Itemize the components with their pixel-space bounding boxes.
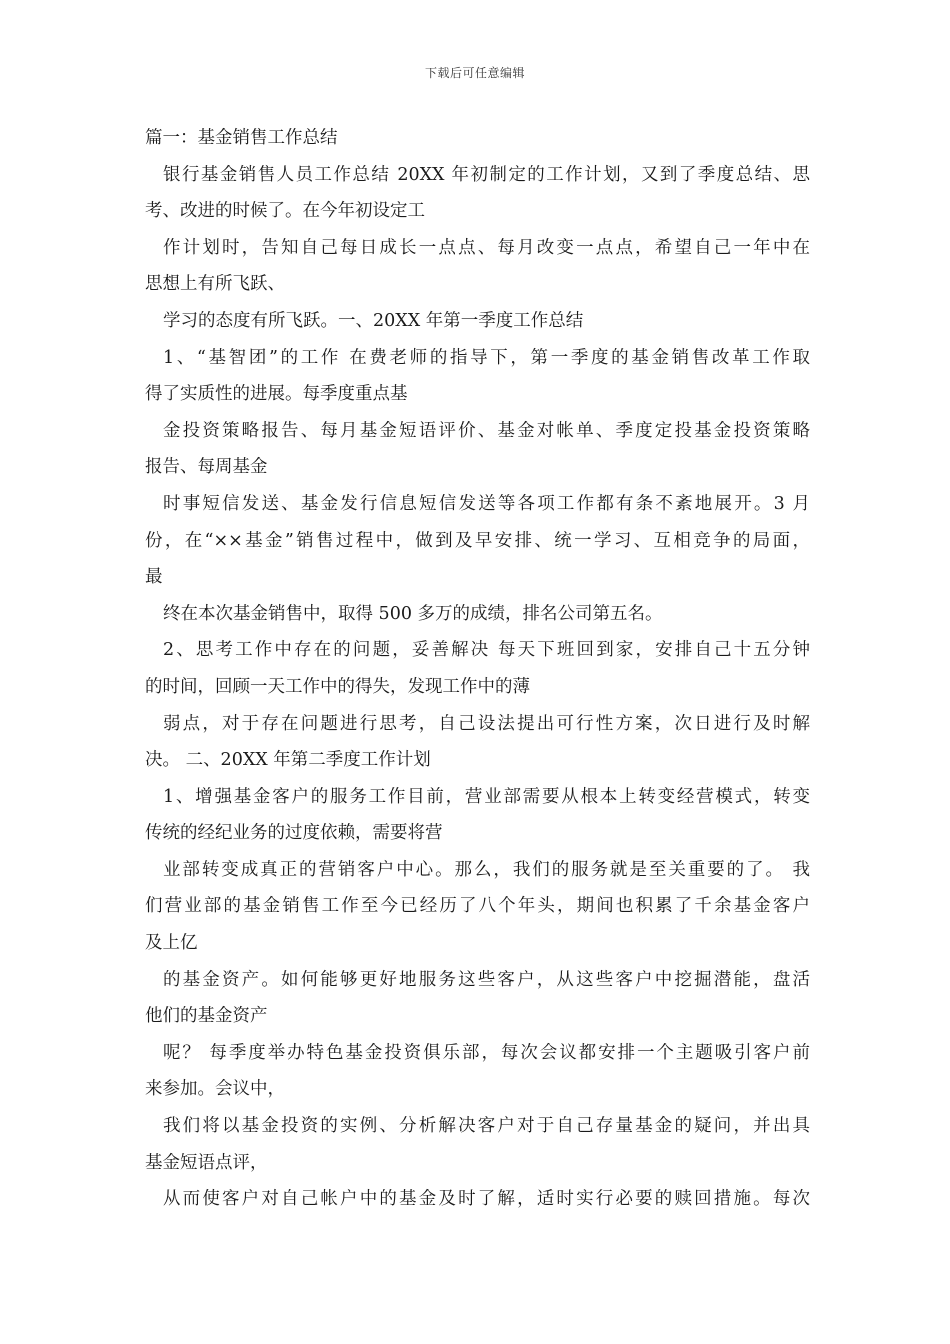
text-line: 他们的基金资产: [145, 1006, 268, 1027]
text-line: 1、增强基金客户的服务工作目前，营业部需要从根本上转变经营模式，转变: [163, 786, 810, 807]
text-line: 终在本次基金销售中，取得 500 多万的成绩，排名公司第五名。: [163, 603, 663, 624]
text-line: 从而使客户对自己帐户中的基金及时了解，适时实行必要的赎回措施。每次: [163, 1189, 810, 1210]
text-line: 来参加。会议中，: [145, 1079, 285, 1100]
text-line: 传统的经纪业务的过度依赖，需要将营: [145, 823, 443, 844]
text-line: 们营业部的基金销售工作至今已经历了八个年头，期间也积累了千余基金客户: [145, 896, 810, 917]
text-line: 呢？ 每季度举办特色基金投资俱乐部，每次会议都安排一个主题吸引客户前: [163, 1042, 810, 1063]
text-line: 份，在“××基金”销售过程中，做到及早安排、统一学习、互相竞争的局面，: [145, 530, 810, 551]
text-line: 决。 二、20XX 年第二季度工作计划: [145, 750, 431, 771]
text-line: 作计划时，告知自己每日成长一点点、每月改变一点点，希望自己一年中在: [163, 237, 810, 258]
text-line: 篇一：基金销售工作总结: [145, 128, 338, 148]
text-line: 的时间，回顾一天工作中的得失，发现工作中的薄: [145, 676, 530, 697]
page-header: 下载后可任意编辑: [424, 66, 525, 80]
document-body: [145, 120, 810, 1218]
text-line: 1、“基智团”的工作 在费老师的指导下，第一季度的基金销售改革工作取: [163, 347, 810, 368]
text-line: 金投资策略报告、每月基金短语评价、基金对帐单、季度定投基金投资策略: [163, 420, 810, 441]
text-line: 的基金资产。如何能够更好地服务这些客户，从这些客户中挖掘潜能，盘活: [163, 969, 810, 990]
text-line: 学习的态度有所飞跃。一、20XX 年第一季度工作总结: [163, 310, 584, 331]
text-line: 我们将以基金投资的实例、分析解决客户对于自己存量基金的疑问，并出具: [163, 1116, 810, 1137]
text-line: 报告、每周基金: [145, 457, 268, 478]
text-line: 最: [145, 567, 163, 588]
text-line: 考、改进的时候了。在今年初设定工: [145, 201, 425, 222]
text-line: 基金短语点评，: [145, 1152, 268, 1173]
text-line: 思想上有所飞跃、: [145, 274, 285, 295]
text-line: 弱点，对于存在问题进行思考，自己设法提出可行性方案，次日进行及时解: [163, 713, 810, 734]
text-line: 得了实质性的进展。每季度重点基: [145, 384, 408, 405]
text-line: 时事短信发送、基金发行信息短信发送等各项工作都有条不紊地展开。3 月: [163, 493, 810, 514]
text-line: 及上亿: [145, 933, 198, 954]
text-line: 2、思考工作中存在的问题，妥善解决 每天下班回到家，安排自己十五分钟: [163, 640, 810, 661]
text-line: 银行基金销售人员工作总结 20XX 年初制定的工作计划，又到了季度总结、思: [163, 164, 810, 185]
text-line: 业部转变成真正的营销客户中心。那么，我们的服务就是至关重要的了。 我: [163, 859, 810, 880]
